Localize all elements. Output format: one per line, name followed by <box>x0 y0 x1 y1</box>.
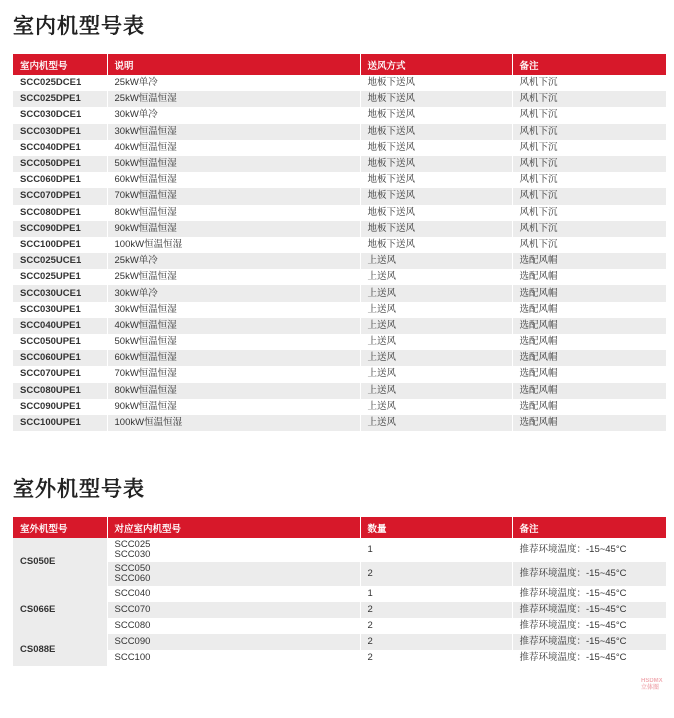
outdoor-col-indoor: 对应室内机型号 <box>107 517 360 538</box>
matching-indoor-cell <box>107 634 360 650</box>
airflow-cell: 上送风 <box>360 302 512 318</box>
table-row <box>13 634 666 650</box>
airflow-cell: 地板下送风 <box>360 221 512 237</box>
note-cell: 推荐环境温度：-15~45°C <box>512 602 666 618</box>
airflow-cell: 地板下送风 <box>360 172 512 188</box>
quantity-cell: 2 <box>360 650 512 666</box>
indoor-col-note: 备注 <box>512 54 666 75</box>
airflow-cell: 上送风 <box>360 285 512 301</box>
airflow-cell: 地板下送风 <box>360 140 512 156</box>
description-cell: 50kW恒温恒湿 <box>107 334 360 350</box>
indoor-header-row <box>13 54 666 75</box>
indoor-model-cell: SCC080DPE1 <box>13 205 107 221</box>
table-row <box>13 383 666 399</box>
quantity-cell: 1 <box>360 586 512 602</box>
table-row <box>13 415 666 431</box>
note-cell: 风机下沉 <box>512 75 666 91</box>
airflow-cell: 上送风 <box>360 415 512 431</box>
description-cell: 60kW恒温恒湿 <box>107 172 360 188</box>
table-row <box>13 91 666 107</box>
table-row <box>13 205 666 221</box>
airflow-cell: 上送风 <box>360 253 512 269</box>
table-row <box>13 538 666 562</box>
description-cell: 25kW单冷 <box>107 253 360 269</box>
table-row <box>13 650 666 666</box>
indoor-model-cell: SCC025UCE1 <box>13 253 107 269</box>
note-cell: 选配风帽 <box>512 334 666 350</box>
airflow-cell: 地板下送风 <box>360 91 512 107</box>
note-cell: 风机下沉 <box>512 188 666 204</box>
table-row <box>13 318 666 334</box>
note-cell: 推荐环境温度：-15~45°C <box>512 634 666 650</box>
indoor-model-cell: SCC030UPE1 <box>13 302 107 318</box>
note-cell: 推荐环境温度：-15~45°C <box>512 618 666 634</box>
table-row <box>13 602 666 618</box>
indoor-model-cell: SCC050UPE1 <box>13 334 107 350</box>
outdoor-model-cell: CS088E <box>13 634 107 666</box>
description-cell: 25kW恒温恒湿 <box>107 91 360 107</box>
watermark-line1: HSDMX <box>641 678 663 684</box>
description-cell: 30kW单冷 <box>107 285 360 301</box>
outdoor-col-note: 备注 <box>512 517 666 538</box>
matching-indoor-cell <box>107 538 360 562</box>
indoor-model-cell: SCC060DPE1 <box>13 172 107 188</box>
description-cell: 100kW恒温恒湿 <box>107 415 360 431</box>
table-row <box>13 124 666 140</box>
indoor-model-line: SCC070 <box>114 604 151 615</box>
airflow-cell: 上送风 <box>360 318 512 334</box>
airflow-cell: 上送风 <box>360 399 512 415</box>
indoor-model-line: SCC060 <box>114 573 151 584</box>
description-cell: 30kW恒温恒湿 <box>107 302 360 318</box>
outdoor-col-model: 室外机型号 <box>13 517 107 538</box>
airflow-cell: 上送风 <box>360 383 512 399</box>
table-row <box>13 366 666 382</box>
table-row <box>13 562 666 586</box>
indoor-model-line: SCC090 <box>114 636 151 647</box>
airflow-cell: 地板下送风 <box>360 188 512 204</box>
matching-indoor-cell <box>107 650 360 666</box>
note-cell: 选配风帽 <box>512 350 666 366</box>
table-row <box>13 237 666 253</box>
indoor-model-cell: SCC080UPE1 <box>13 383 107 399</box>
description-cell: 90kW恒温恒湿 <box>107 399 360 415</box>
outdoor-header-row <box>13 517 666 538</box>
description-cell: 60kW恒温恒湿 <box>107 350 360 366</box>
outdoor-col-qty: 数量 <box>360 517 512 538</box>
description-cell: 30kW恒温恒湿 <box>107 124 360 140</box>
indoor-model-cell: SCC040UPE1 <box>13 318 107 334</box>
note-cell: 选配风帽 <box>512 383 666 399</box>
note-cell: 选配风帽 <box>512 285 666 301</box>
watermark-logo <box>641 678 669 700</box>
outdoor-table-title: 室外机型号表 <box>13 478 145 501</box>
description-cell: 80kW恒温恒湿 <box>107 205 360 221</box>
description-cell: 70kW恒温恒湿 <box>107 366 360 382</box>
quantity-cell: 2 <box>360 618 512 634</box>
table-row <box>13 140 666 156</box>
indoor-col-model: 室内机型号 <box>13 54 107 75</box>
indoor-model-cell: SCC030DPE1 <box>13 124 107 140</box>
outdoor-model-cell: CS050E <box>13 538 107 586</box>
quantity-cell: 2 <box>360 634 512 650</box>
note-cell: 推荐环境温度：-15~45°C <box>512 562 666 586</box>
note-cell: 推荐环境温度：-15~45°C <box>512 538 666 562</box>
description-cell: 80kW恒温恒湿 <box>107 383 360 399</box>
description-cell: 40kW恒温恒湿 <box>107 318 360 334</box>
note-cell: 选配风帽 <box>512 253 666 269</box>
indoor-model-cell: SCC070UPE1 <box>13 366 107 382</box>
indoor-model-line: SCC100 <box>114 652 151 663</box>
note-cell: 推荐环境温度：-15~45°C <box>512 586 666 602</box>
indoor-model-line: SCC050 <box>114 563 151 574</box>
airflow-cell: 地板下送风 <box>360 156 512 172</box>
indoor-model-cell: SCC040DPE1 <box>13 140 107 156</box>
indoor-model-cell: SCC060UPE1 <box>13 350 107 366</box>
table-row <box>13 188 666 204</box>
airflow-cell: 地板下送风 <box>360 124 512 140</box>
note-cell: 选配风帽 <box>512 366 666 382</box>
indoor-model-cell: SCC100DPE1 <box>13 237 107 253</box>
description-cell: 40kW恒温恒湿 <box>107 140 360 156</box>
table-row <box>13 75 666 91</box>
indoor-model-cell: SCC090DPE1 <box>13 221 107 237</box>
airflow-cell: 地板下送风 <box>360 237 512 253</box>
note-cell: 风机下沉 <box>512 140 666 156</box>
matching-indoor-cell <box>107 586 360 602</box>
airflow-cell: 地板下送风 <box>360 107 512 123</box>
description-cell: 100kW恒温恒湿 <box>107 237 360 253</box>
note-cell: 选配风帽 <box>512 415 666 431</box>
indoor-table-title: 室内机型号表 <box>13 15 145 38</box>
quantity-cell: 2 <box>360 602 512 618</box>
table-row <box>13 399 666 415</box>
indoor-model-cell: SCC030DCE1 <box>13 107 107 123</box>
airflow-cell: 上送风 <box>360 366 512 382</box>
outdoor-model-table <box>13 517 667 666</box>
indoor-model-cell: SCC030UCE1 <box>13 285 107 301</box>
indoor-model-line: SCC040 <box>114 588 151 599</box>
table-row <box>13 172 666 188</box>
indoor-model-cell: SCC100UPE1 <box>13 415 107 431</box>
note-cell: 推荐环境温度：-15~45°C <box>512 650 666 666</box>
note-cell: 选配风帽 <box>512 318 666 334</box>
matching-indoor-cell <box>107 562 360 586</box>
matching-indoor-cell <box>107 618 360 634</box>
table-row <box>13 156 666 172</box>
airflow-cell: 上送风 <box>360 269 512 285</box>
indoor-model-cell: SCC025UPE1 <box>13 269 107 285</box>
table-row <box>13 334 666 350</box>
table-row <box>13 285 666 301</box>
table-row <box>13 107 666 123</box>
note-cell: 风机下沉 <box>512 205 666 221</box>
indoor-model-line: SCC030 <box>114 549 151 560</box>
indoor-model-line: SCC080 <box>114 620 151 631</box>
indoor-model-line: SCC025 <box>114 539 151 550</box>
indoor-model-table <box>13 54 667 431</box>
quantity-cell: 1 <box>360 538 512 562</box>
airflow-cell: 上送风 <box>360 350 512 366</box>
description-cell: 90kW恒温恒湿 <box>107 221 360 237</box>
watermark-line2: 立体图 <box>641 685 660 691</box>
note-cell: 选配风帽 <box>512 399 666 415</box>
description-cell: 70kW恒温恒湿 <box>107 188 360 204</box>
matching-indoor-cell <box>107 602 360 618</box>
airflow-cell: 地板下送风 <box>360 75 512 91</box>
indoor-model-cell: SCC025DPE1 <box>13 91 107 107</box>
description-cell: 25kW恒温恒湿 <box>107 269 360 285</box>
table-row <box>13 618 666 634</box>
indoor-col-desc: 说明 <box>107 54 360 75</box>
description-cell: 50kW恒温恒湿 <box>107 156 360 172</box>
indoor-model-cell: SCC050DPE1 <box>13 156 107 172</box>
indoor-model-cell: SCC090UPE1 <box>13 399 107 415</box>
note-cell: 风机下沉 <box>512 91 666 107</box>
note-cell: 风机下沉 <box>512 221 666 237</box>
quantity-cell: 2 <box>360 562 512 586</box>
note-cell: 选配风帽 <box>512 302 666 318</box>
note-cell: 风机下沉 <box>512 156 666 172</box>
note-cell: 风机下沉 <box>512 237 666 253</box>
table-row <box>13 253 666 269</box>
indoor-model-cell: SCC070DPE1 <box>13 188 107 204</box>
indoor-col-airflow: 送风方式 <box>360 54 512 75</box>
outdoor-table-body <box>13 538 666 666</box>
description-cell: 30kW单冷 <box>107 107 360 123</box>
outdoor-model-cell: CS066E <box>13 586 107 634</box>
note-cell: 选配风帽 <box>512 269 666 285</box>
indoor-model-cell: SCC025DCE1 <box>13 75 107 91</box>
airflow-cell: 地板下送风 <box>360 205 512 221</box>
table-row <box>13 350 666 366</box>
description-cell: 25kW单冷 <box>107 75 360 91</box>
airflow-cell: 上送风 <box>360 334 512 350</box>
table-row <box>13 302 666 318</box>
note-cell: 风机下沉 <box>512 124 666 140</box>
note-cell: 风机下沉 <box>512 107 666 123</box>
table-row <box>13 586 666 602</box>
indoor-table-body <box>13 75 666 431</box>
table-row <box>13 221 666 237</box>
table-row <box>13 269 666 285</box>
note-cell: 风机下沉 <box>512 172 666 188</box>
